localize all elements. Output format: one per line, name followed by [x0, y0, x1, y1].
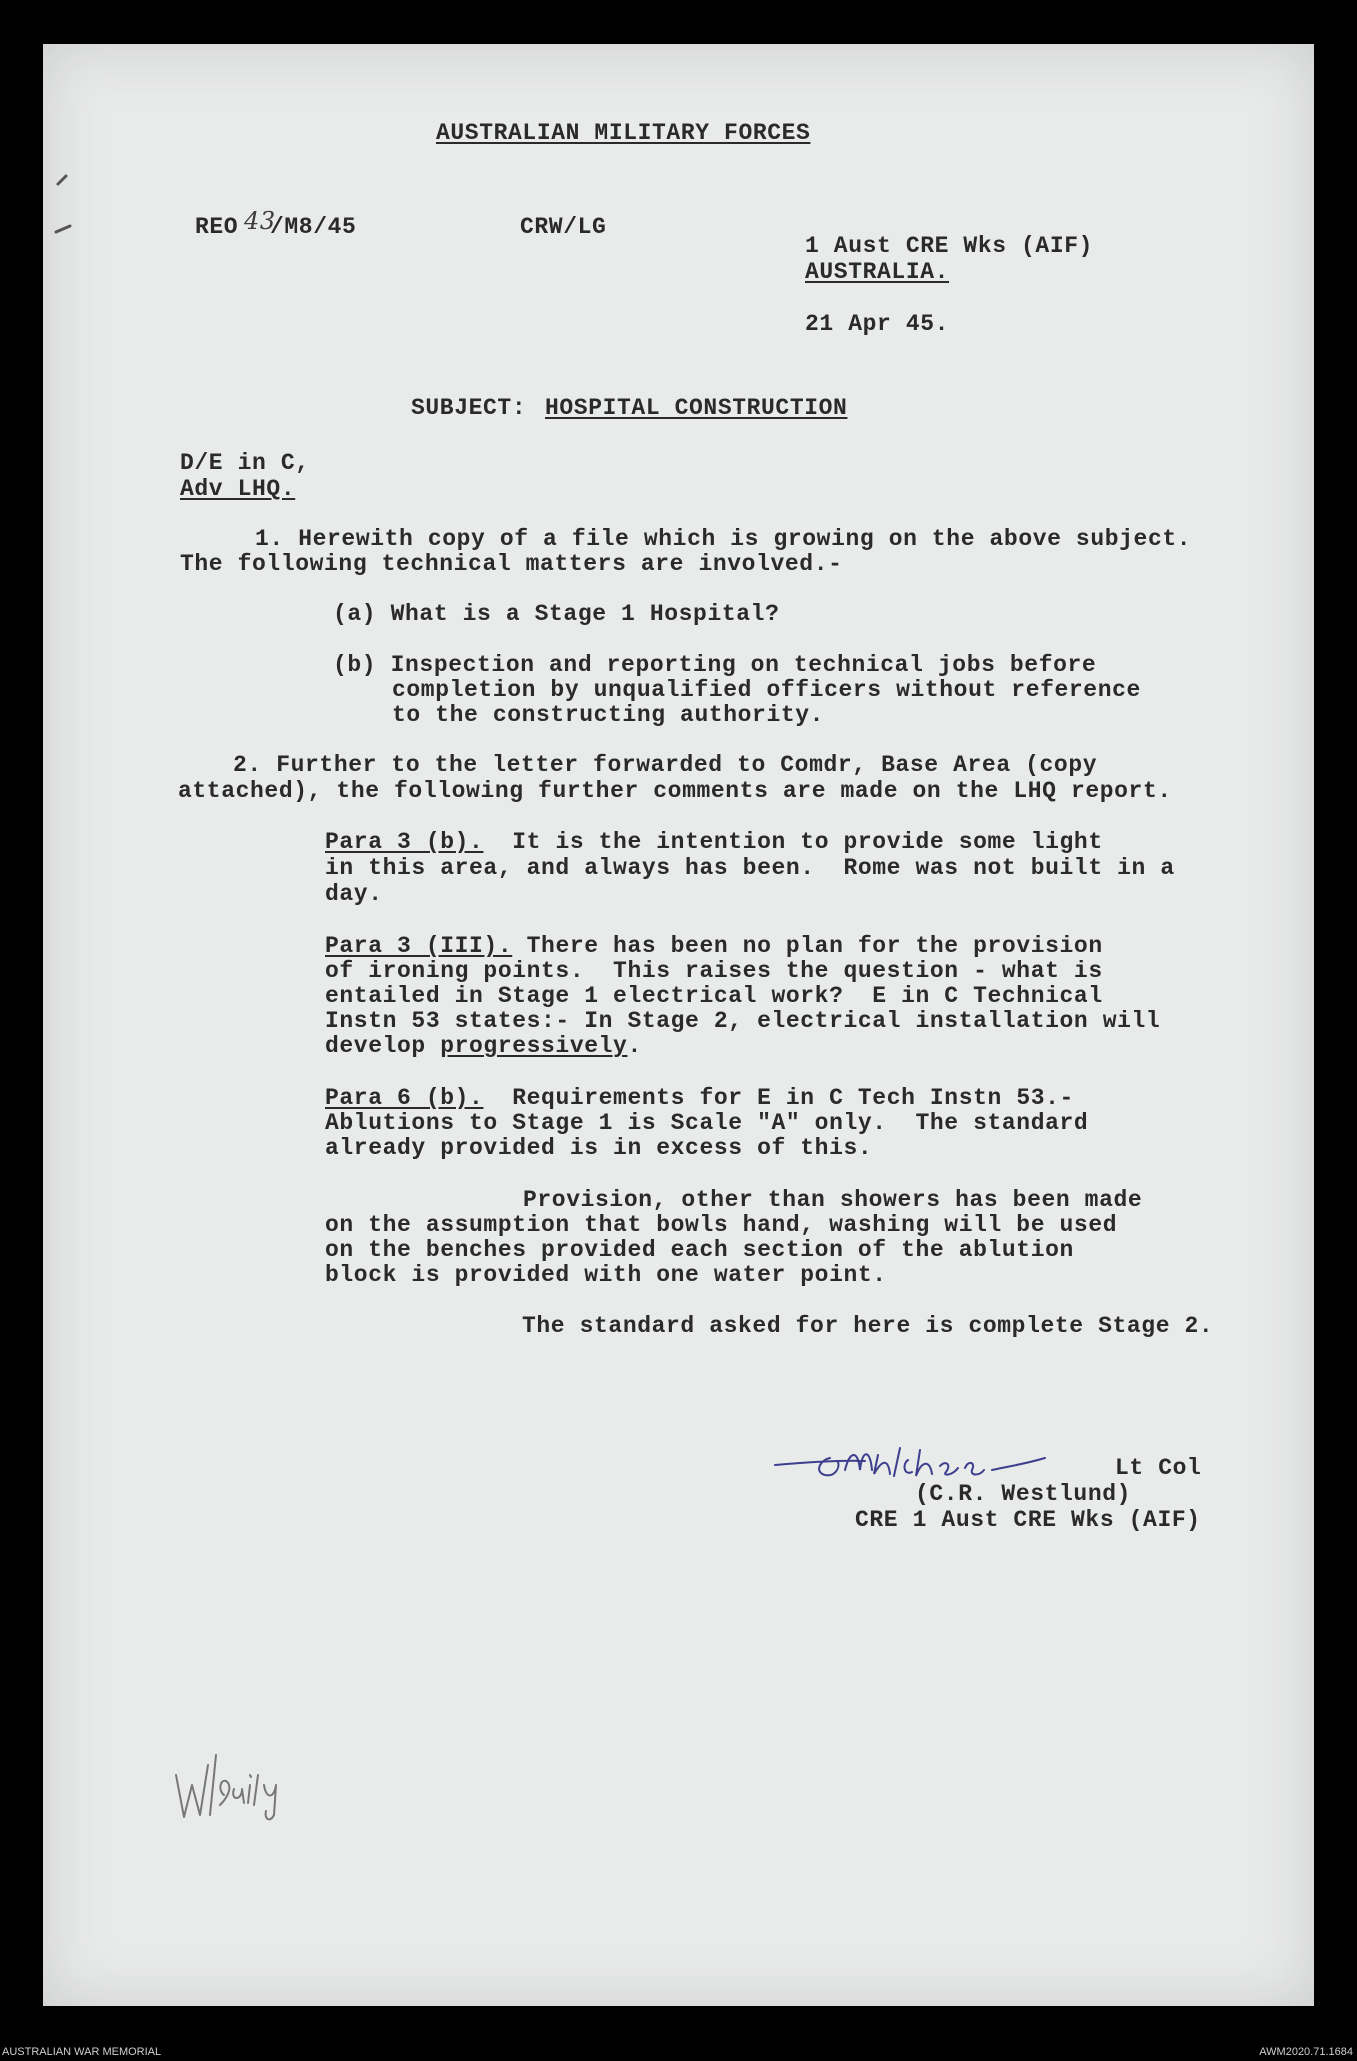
para-3b-line-2: in this area, and always has been. Rome was not built in a: [325, 855, 1175, 881]
para-3iii-label: Para 3 (III).: [325, 933, 513, 959]
reference-number-handwritten: 43: [244, 207, 276, 235]
footer-right: AWM2020.71.1684: [1259, 2046, 1353, 2058]
from-place: AUSTRALIA.: [805, 259, 950, 285]
para-3iii-line-5-end: .: [627, 1033, 642, 1059]
addressee-line-2: Adv LHQ.: [180, 476, 296, 502]
item-b-line-1: (b) Inspection and reporting on technical jobs before: [333, 652, 1097, 678]
subject-label: SUBJECT:: [411, 395, 527, 421]
provision-line-2: on the assumption that bowls hand, washing will be used: [325, 1212, 1118, 1238]
para-3b-label: Para 3 (b).: [325, 829, 484, 855]
signatory-rank: Lt Col: [1115, 1455, 1202, 1481]
para-3iii-line-5: develop: [325, 1033, 441, 1059]
item-b-line-3: to the constructing authority.: [392, 702, 825, 728]
para-3b-line-1: It is the intention to provide some light: [483, 829, 1103, 855]
para-3b-line-3: day.: [325, 881, 383, 907]
item-b-line-2: completion by unqualified officers without reference: [392, 677, 1141, 703]
margin-marks: [48, 170, 78, 240]
footer-left: AUSTRALIAN WAR MEMORIAL: [2, 2046, 162, 2058]
para-6b-line-1: Requirements for E in C Tech Instn 53.-: [483, 1085, 1074, 1111]
para-6b-line-2: Ablutions to Stage 1 is Scale "A" only. The standard: [325, 1110, 1089, 1136]
para-6b-label: Para 6 (b).: [325, 1085, 484, 1111]
para2-line-1: 2. Further to the letter forwarded to Comdr, Base Area (copy: [233, 752, 1098, 778]
provision-line-4: block is provided with one water point.: [325, 1262, 887, 1288]
para-3iii-line-3: entailed in Stage 1 electrical work? E in C Technical: [325, 983, 1103, 1009]
standard-line: The standard asked for here is complete Stage 2.: [522, 1313, 1214, 1339]
addressee-line-1: D/E in C,: [180, 450, 310, 476]
provision-line-1: Provision, other than showers has been made: [523, 1187, 1143, 1213]
document-header: AUSTRALIAN MILITARY FORCES: [436, 120, 811, 146]
reference-suffix: /M8/45: [270, 214, 357, 240]
signatory-title: CRE 1 Aust CRE Wks (AIF): [855, 1507, 1201, 1533]
para1-line-1: 1. Herewith copy of a file which is growing on the above subject.: [255, 526, 1192, 552]
para-3iii-line-2: of ironing points. This raises the question - what is: [325, 958, 1103, 984]
reference-prefix: REO: [195, 214, 239, 240]
progressively-underlined: progressively: [440, 1033, 628, 1059]
para1-line-2: The following technical matters are involved.-: [180, 551, 843, 577]
para-3iii-line-4: Instn 53 states:- In Stage 2, electrical installation will: [325, 1008, 1161, 1034]
item-a: (a) What is a Stage 1 Hospital?: [333, 601, 780, 627]
para2-line-2: attached), the following further comments are made on the LHQ report.: [178, 778, 1172, 804]
provision-line-3: on the benches provided each section of the ablution: [325, 1237, 1074, 1263]
para-3iii-line-1: There has been no plan for the provision: [512, 933, 1103, 959]
para-6b-line-3: already provided is in excess of this.: [325, 1135, 873, 1161]
subject-title: HOSPITAL CONSTRUCTION: [545, 395, 848, 421]
signatory-name: (C.R. Westlund): [915, 1481, 1132, 1507]
letter-date: 21 Apr 45.: [805, 311, 950, 337]
pencil-initials-image: [170, 1745, 310, 1825]
from-unit: 1 Aust CRE Wks (AIF): [805, 233, 1094, 259]
sender-initials: CRW/LG: [520, 214, 607, 240]
